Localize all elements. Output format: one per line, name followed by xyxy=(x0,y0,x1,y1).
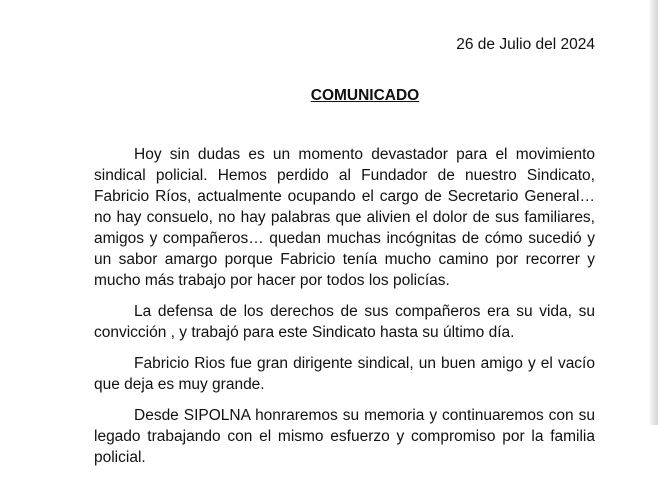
paragraph: La defensa de los derechos de sus compañeros era su vida, su convicción , y trabajó para este Sindicato hasta su último día. xyxy=(94,303,595,341)
paragraph: Fabricio Rios fue gran dirigente sindical, un buen amigo y el vacío que deja es muy grande. xyxy=(94,355,595,393)
document-body xyxy=(94,144,595,478)
paragraph: Desde SIPOLNA honraremos su memoria y continuaremos con su legado trabajando con el mismo esfuerzo y compromiso por la familia policial. xyxy=(94,407,595,466)
document-date: 26 de Julio del 2024 xyxy=(456,36,595,53)
page-edge-shadow xyxy=(650,0,658,425)
paragraph: Hoy sin dudas es un momento devastador para el movimiento sindical policial. Hemos perdido al Fundador de nuestro Sindicato, Fabricio Ríos, actualmente ocupando el cargo de Secretario General… no hay consuelo, no hay palabras que alivien el dolor de sus familiares, amigos y compañeros… quedan muchas incógnitas de cómo sucedió y un sabor amargo porque Fabricio tenía mucho camino por recorrer y mucho más trabajo por hacer por todos los policías. xyxy=(94,146,595,289)
document-title: COMUNICADO xyxy=(310,87,420,104)
